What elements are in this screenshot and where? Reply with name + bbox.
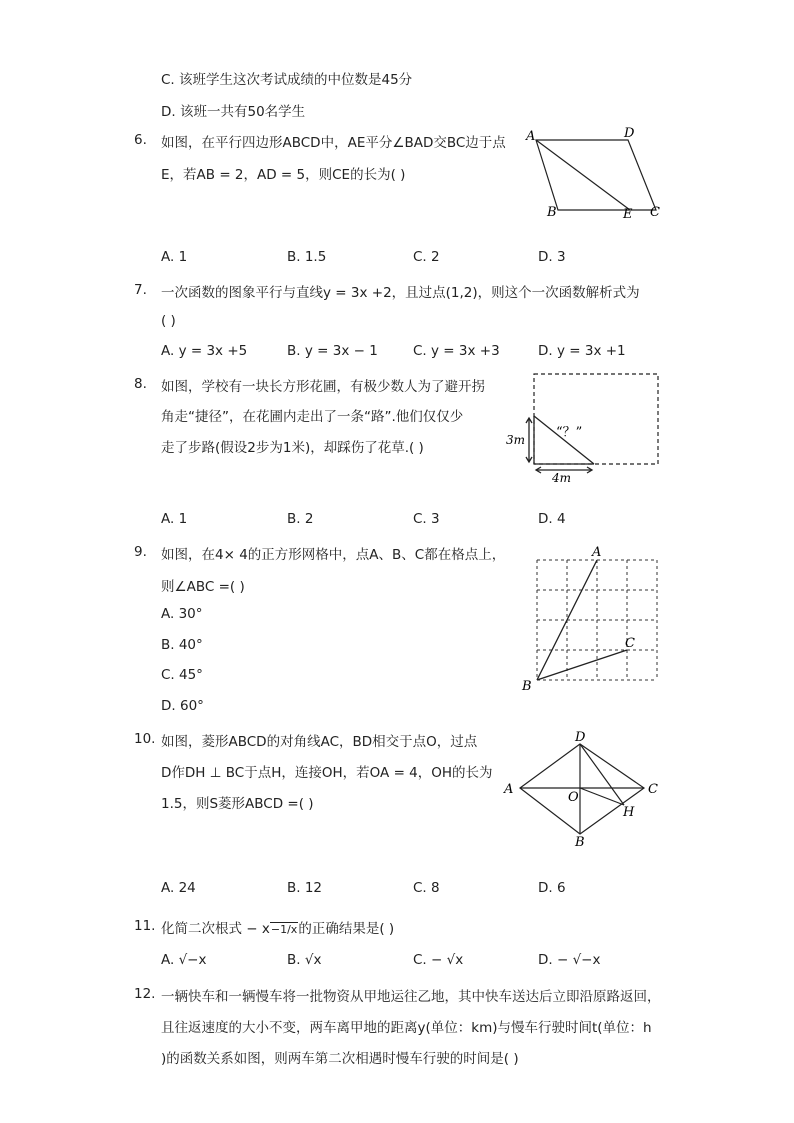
q10-option-b: B. 12	[287, 880, 323, 896]
q10-label-a: A	[504, 782, 514, 797]
q10-text-line3: 1.5，则S菱形ABCD =( )	[161, 796, 314, 812]
q8-text-line1: 如图，学校有一块长方形花圃，有极少数人为了避开拐	[161, 379, 485, 395]
q11-option-a: A. √−x	[161, 952, 207, 968]
q8-side-vertical-label: 3m	[506, 433, 526, 447]
q12-text-line3: )的函数关系如图，则两车第二次相遇时慢车行驶的时间是( )	[161, 1051, 519, 1067]
q6-text-line2: E，若AB = 2，AD = 5，则CE的长为( )	[161, 167, 406, 183]
q7-option-d: D. y = 3x +1	[538, 343, 626, 359]
q8-number: 8.	[134, 376, 147, 392]
q6-label-e: E	[623, 207, 633, 222]
q11-option-d: D. − √−x	[538, 952, 601, 968]
q12-text-line2: 且往返速度的大小不变，两车离甲地的距离y(单位：km)与慢车行驶时间t(单位：h	[161, 1020, 652, 1036]
q10-label-b: B	[575, 835, 585, 850]
q6-option-d: D. 3	[538, 249, 566, 265]
q7-number: 7.	[134, 282, 147, 298]
q11-text-pre: 化简二次根式 − x	[161, 921, 270, 937]
q10-option-c: C. 8	[413, 880, 440, 896]
q10-rhombus-figure	[498, 728, 668, 852]
q11-question	[161, 917, 394, 937]
q7-option-a: A. y = 3x +5	[161, 343, 248, 359]
q9-text-line2: 则∠ABC =( )	[161, 579, 245, 595]
q6-parallelogram-figure	[520, 124, 670, 224]
q5-option-c: C. 该班学生这次考试成绩的中位数是45分	[161, 72, 413, 88]
q8-path-label: “？”	[556, 425, 583, 440]
q10-label-c: C	[648, 782, 658, 797]
q8-option-a: A. 1	[161, 511, 188, 527]
q5-option-d: D. 该班一共有50名学生	[161, 104, 306, 120]
q9-option-d: D. 60°	[161, 698, 204, 714]
q10-text-line1: 如图，菱形ABCD的对角线AC，BD相交于点O，过点	[161, 734, 478, 750]
q11-radicand: −1/x	[270, 923, 298, 936]
q12-text-line1: 一辆快车和一辆慢车将一批物资从甲地运往乙地，其中快车送达后立即沿原路返回，	[161, 989, 661, 1005]
q8-text-line3: 走了步路(假设2步为1米)，却踩伤了花草.( )	[161, 440, 424, 456]
q6-option-c: C. 2	[413, 249, 440, 265]
q10-label-h: H	[623, 805, 635, 820]
q9-label-b: B	[522, 679, 532, 694]
q9-label-c: C	[625, 636, 635, 651]
q6-label-c: C	[650, 205, 660, 220]
q6-number: 6.	[134, 132, 147, 148]
q11-option-b: B. √x	[287, 952, 322, 968]
q8-option-c: C. 3	[413, 511, 440, 527]
q6-label-a: A	[526, 129, 536, 144]
q6-text-line1: 如图，在平行四边形ABCD中，AE平分∠BAD交BC边于点	[161, 135, 506, 151]
q9-grid-figure	[515, 542, 675, 694]
q10-text-line2: D作DH ⊥ BC于点H，连接OH，若OA = 4，OH的长为	[161, 765, 493, 781]
q9-label-a: A	[592, 545, 602, 560]
q6-label-b: B	[547, 205, 557, 220]
q10-option-d: D. 6	[538, 880, 566, 896]
q7-option-c: C. y = 3x +3	[413, 343, 500, 359]
q11-option-c: C. − √x	[413, 952, 464, 968]
q7-text-line2: ( )	[161, 313, 176, 329]
q9-text-line1: 如图，在4× 4的正方形网格中，点A、B、C都在格点上，	[161, 547, 506, 563]
q11-number: 11.	[134, 918, 156, 934]
q9-number: 9.	[134, 544, 147, 560]
q11-text-post: 的正确结果是( )	[298, 921, 395, 937]
q8-text-line2: 角走“捷径”，在花圃内走出了一条“路”.他们仅仅少	[161, 409, 464, 425]
q7-option-b: B. y = 3x − 1	[287, 343, 378, 359]
q7-text-line1: 一次函数的图象平行与直线y = 3x +2，且过点(1,2)，则这个一次函数解析式为	[161, 285, 640, 301]
q6-label-d: D	[624, 126, 635, 141]
q6-option-b: B. 1.5	[287, 249, 327, 265]
q10-label-o: O	[568, 790, 579, 805]
q8-option-b: B. 2	[287, 511, 314, 527]
q6-option-a: A. 1	[161, 249, 188, 265]
q8-garden-figure	[500, 368, 670, 488]
q9-option-a: A. 30°	[161, 606, 203, 622]
q10-option-a: A. 24	[161, 880, 196, 896]
q12-number: 12.	[134, 986, 156, 1002]
q10-label-d: D	[575, 730, 586, 745]
q9-option-c: C. 45°	[161, 667, 203, 683]
q8-option-d: D. 4	[538, 511, 566, 527]
q8-side-horizontal-label: 4m	[552, 471, 572, 485]
q10-number: 10.	[134, 731, 156, 747]
q9-option-b: B. 40°	[161, 637, 203, 653]
